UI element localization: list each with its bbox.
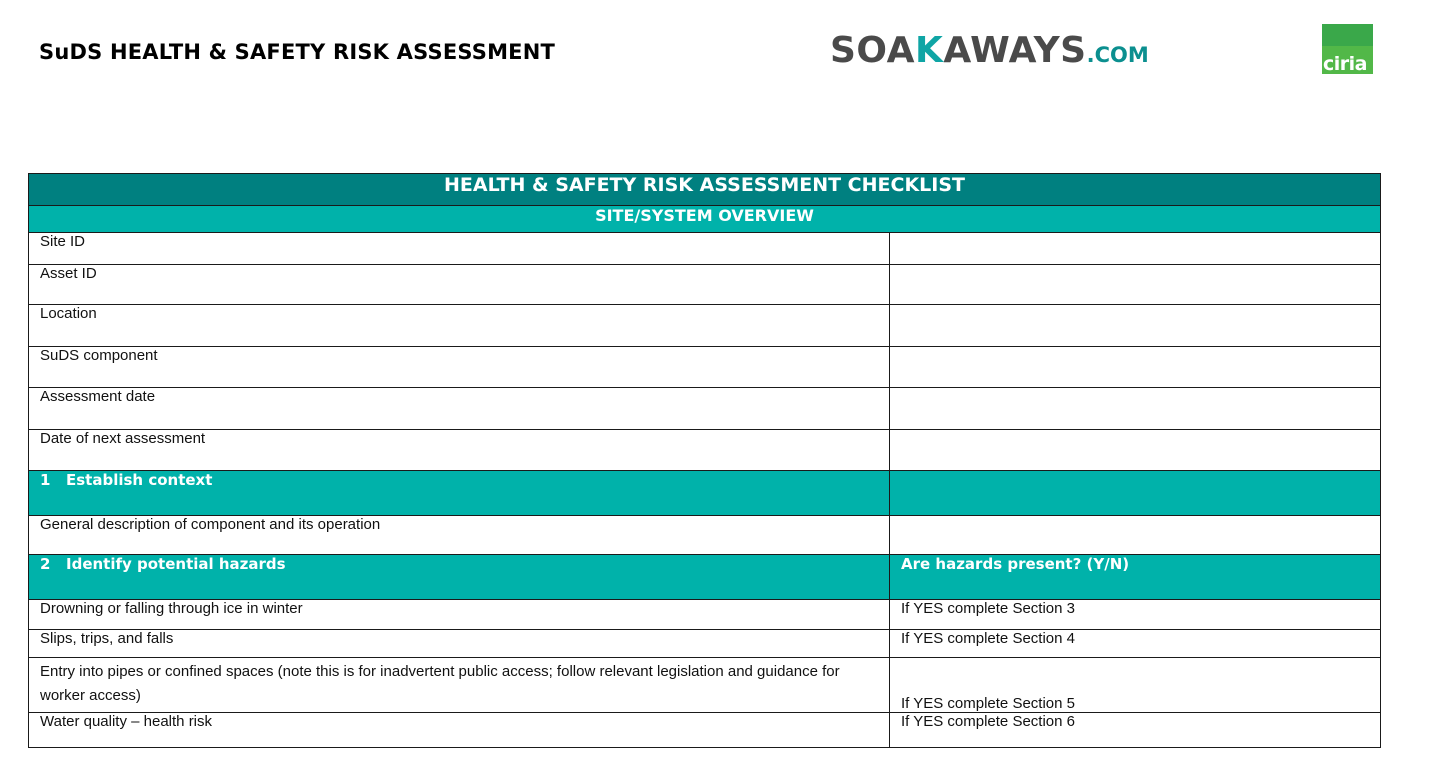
hazard-label: Slips, trips, and falls — [29, 630, 890, 658]
site-id-field[interactable] — [890, 233, 1381, 265]
suds-component-field[interactable] — [890, 347, 1381, 388]
section-header-1 — [29, 471, 1381, 516]
table-row — [29, 265, 1381, 305]
checklist-subtitle-row — [29, 206, 1381, 233]
checklist-title: HEALTH & SAFETY RISK ASSESSMENT CHECKLIST — [29, 174, 1381, 206]
table-row — [29, 630, 1381, 658]
component-description-field[interactable] — [890, 516, 1381, 555]
table-row — [29, 516, 1381, 555]
hazard-label: Entry into pipes or confined spaces (note this is for inadvertent public access; follow relevant legislation and guidance for worker access) — [29, 658, 890, 713]
hazard-response-cell[interactable]: If YES complete Section 3 — [890, 600, 1381, 630]
section-title-cell — [29, 555, 890, 600]
brand-text-part2: AWAYS — [943, 30, 1087, 71]
hazard-response-cell[interactable]: If YES complete Section 4 — [890, 630, 1381, 658]
table-row — [29, 388, 1381, 430]
section-right-cell — [890, 471, 1381, 516]
row-label: Site ID — [29, 233, 890, 265]
section-title: Identify potential hazards — [66, 555, 286, 573]
table-row — [29, 233, 1381, 265]
row-label: Asset ID — [29, 265, 890, 305]
row-label: Location — [29, 305, 890, 347]
table-row — [29, 347, 1381, 388]
section-number: 1 — [40, 471, 51, 489]
brand-text-tld: .COM — [1086, 43, 1149, 67]
row-label: Date of next assessment — [29, 430, 890, 471]
brand-text-part1: SOA — [830, 30, 915, 71]
section-number: 2 — [40, 555, 51, 573]
row-label: Assessment date — [29, 388, 890, 430]
next-assessment-date-field[interactable] — [890, 430, 1381, 471]
location-field[interactable] — [890, 305, 1381, 347]
ciria-logo-text: ciria — [1323, 53, 1367, 74]
hazard-response-cell[interactable]: If YES complete Section 6 — [890, 713, 1381, 748]
row-label: General description of component and its operation — [29, 516, 890, 555]
checklist-title-row — [29, 174, 1381, 206]
section-title-cell — [29, 471, 890, 516]
soakaways-logo — [830, 30, 1149, 71]
section-title: Establish context — [66, 471, 213, 489]
risk-assessment-checklist — [28, 173, 1381, 748]
hazard-label: Drowning or falling through ice in winter — [29, 600, 890, 630]
checklist-subtitle: SITE/SYSTEM OVERVIEW — [29, 206, 1381, 233]
table-row — [29, 600, 1381, 630]
brand-text-k: K — [914, 30, 944, 71]
hazard-label: Water quality – health risk — [29, 713, 890, 748]
table-row — [29, 658, 1381, 713]
table-row — [29, 713, 1381, 748]
hazards-present-header: Are hazards present? (Y/N) — [890, 555, 1381, 600]
ciria-logo — [1322, 24, 1373, 74]
ciria-logo-shade — [1322, 24, 1373, 46]
table-row — [29, 430, 1381, 471]
row-label: SuDS component — [29, 347, 890, 388]
asset-id-field[interactable] — [890, 265, 1381, 305]
section-header-2 — [29, 555, 1381, 600]
hazard-response-cell[interactable]: If YES complete Section 5 — [890, 658, 1381, 713]
document-title: SuDS HEALTH & SAFETY RISK ASSESSMENT — [39, 40, 556, 64]
assessment-date-field[interactable] — [890, 388, 1381, 430]
table-row — [29, 305, 1381, 347]
